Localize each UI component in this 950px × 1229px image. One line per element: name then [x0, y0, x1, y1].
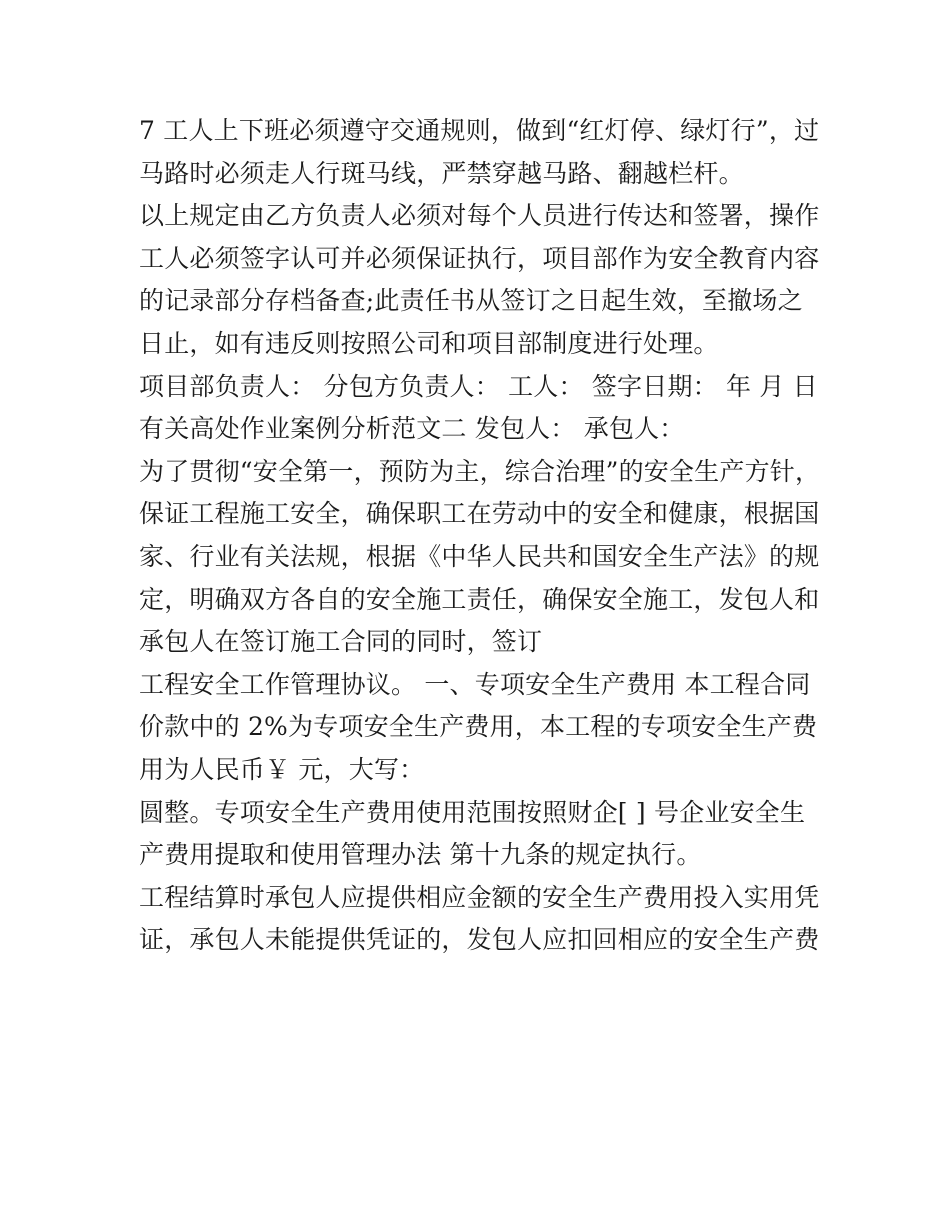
text-line: 马路时必须走人行斑马线，严禁穿越马路、翻越栏杆。: [139, 158, 744, 188]
text-line: 工程结算时承包人应提供相应金额的安全生产费用投入实用凭: [139, 882, 820, 912]
text-line: 工程安全工作管理协议。 一、专项安全生产费用 本工程合同: [139, 669, 811, 699]
text-line: 圆整。专项安全生产费用使用范围按照财企[ ] 号企业安全生: [139, 797, 806, 827]
text-line: 日止，如有违反则按照公司和项目部制度进行处理。: [139, 328, 719, 358]
text-line: 以上规定由乙方负责人必须对每个人员进行传达和签署，操作: [139, 201, 820, 231]
text-line: 为了贯彻“安全第一，预防为主，综合治理”的安全生产方针，: [139, 456, 821, 486]
text-line: 价款中的 2%为专项安全生产费用，本工程的专项安全生产费: [139, 712, 818, 742]
text-line: 定，明确双方各自的安全施工责任，确保安全施工，发包人和: [139, 584, 820, 614]
text-line: 产费用提取和使用管理办法 第十九条的规定执行。: [139, 840, 702, 870]
document-body: [139, 110, 839, 962]
text-line: 有关高处作业案例分析范文二 发包人： 承包人：: [139, 414, 685, 444]
text-line: 承包人在签订施工合同的同时，签订: [139, 627, 543, 657]
text-line: 保证工程施工安全，确保职工在劳动中的安全和健康，根据国: [139, 499, 820, 529]
text-line: 7 工人上下班必须遵守交通规则，做到“红灯停、绿灯行”，过: [139, 116, 820, 145]
text-line: 用为人民币￥ 元，大写：: [139, 754, 425, 784]
text-line: 家、行业有关法规，根据《中华人民共和国安全生产法》的规: [139, 541, 820, 571]
text-line: 工人必须签字认可并必须保证执行，项目部作为安全教育内容: [139, 243, 820, 273]
text-line: 的记录部分存档备查;此责任书从签订之日起生效，至撤场之: [139, 286, 803, 316]
text-line: 项目部负责人： 分包方负责人： 工人： 签字日期： 年 月 日: [139, 371, 818, 401]
text-line: 证，承包人未能提供凭证的，发包人应扣回相应的安全生产费: [139, 925, 820, 955]
